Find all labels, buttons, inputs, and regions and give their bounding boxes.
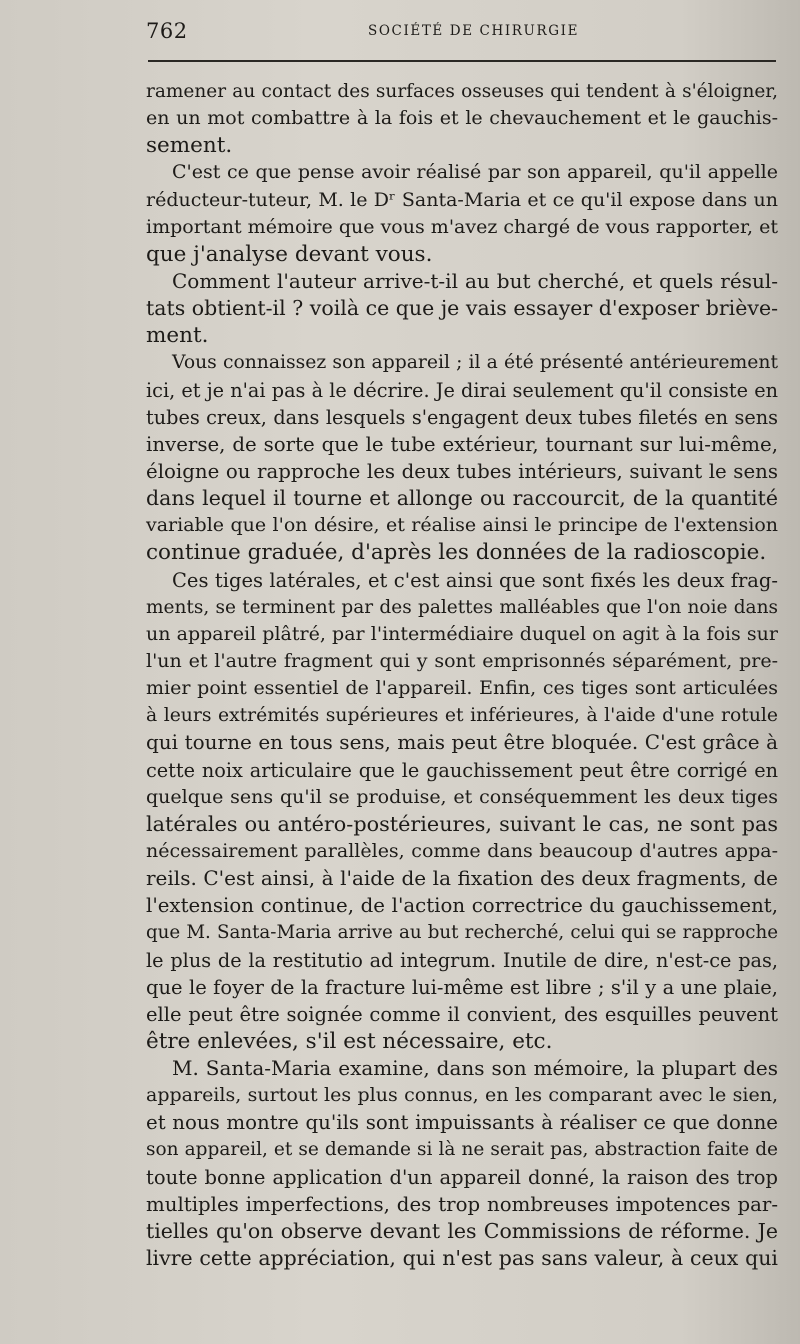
text-line: appareils, surtout les plus connus, en les comparant avec le sien, — [146, 1084, 778, 1107]
text-line: ments, se terminent par des palettes malléables que l'on noie dans — [146, 596, 778, 618]
text-line: important mémoire que vous m'avez chargé de vous rapporter, et — [146, 215, 778, 238]
text-line: dans lequel il tourne et allonge ou raccourcit, de la quantité — [146, 486, 778, 511]
text-line: que le foyer de la fracture lui-même est libre ; s'il y a une plaie, — [146, 975, 778, 999]
text-line: tubes creux, dans lesquels s'engagent deux tubes filetés en sens — [146, 405, 778, 429]
text-line: nécessairement parallèles, comme dans beaucoup d'autres appa- — [146, 839, 778, 862]
text-line: être enlevées, s'il est nécessaire, etc. — [146, 1028, 553, 1054]
text-line: éloigne ou rapproche les deux tubes intérieurs, suivant le sens — [146, 459, 778, 483]
text-line: le plus de la restitutio ad integrum. Inutile de dire, n'est-ce pas, — [146, 948, 778, 972]
header-rule — [148, 60, 776, 62]
text-line: l'extension continue, de l'action correctrice du gauchissement, — [146, 894, 778, 918]
text-line: toute bonne application d'un appareil donné, la raison des trop — [146, 1165, 778, 1189]
text-line: en un mot combattre à la fois et le chevauchement et le gauchis- — [146, 107, 778, 130]
text-line: qui tourne en tous sens, mais peut être bloquée. C'est grâce à — [146, 730, 778, 755]
text-line: quelque sens qu'il se produise, et conséquemment les deux tiges — [146, 785, 778, 808]
text-line: mier point essentiel de l'appareil. Enfin, ces tiges sont articulées — [146, 677, 778, 700]
text-line: ramener au contact des surfaces osseuses qui tendent à s'éloigner, — [146, 81, 778, 102]
text-line: ment. — [146, 323, 209, 349]
text-line: M. Santa-Maria examine, dans son mémoire, la plupart des — [172, 1056, 778, 1081]
running-title: SOCIÉTÉ DE CHIRURGIE — [368, 23, 580, 39]
text-line: l'un et l'autre fragment qui y sont emprisonnés séparément, pre- — [146, 649, 778, 672]
text-line: inverse, de sorte que le tube extérieur, tournant sur lui-même, — [146, 432, 778, 456]
text-line: C'est ce que pense avoir réalisé par son appareil, qu'il appelle — [172, 161, 778, 184]
text-line: continue graduée, d'après les données de la radioscopie. — [146, 540, 767, 566]
text-line: multiples imperfections, des trop nombreuses impotences par- — [146, 1192, 778, 1216]
text-line: elle peut être soignée comme il convient, des esquilles peuvent — [146, 1002, 778, 1026]
text-line: latérales ou antéro-postérieures, suivant le cas, ne sont pas — [146, 811, 778, 836]
text-line: réducteur-tuteur, M. le Dʳ Santa-Maria et ce qu'il expose dans un — [146, 188, 778, 211]
text-line: à leurs extrémités supérieures et inférieures, à l'aide d'une rotule — [146, 705, 778, 727]
text-line: que M. Santa-Maria arrive au but recherché, celui qui se rapproche — [146, 922, 778, 944]
body-text — [146, 78, 778, 1272]
text-line: reils. C'est ainsi, à l'aide de la fixation des deux fragments, de — [146, 866, 778, 891]
text-line: son appareil, et se demande si là ne serait pas, abstraction faite de — [146, 1139, 778, 1161]
text-line: variable que l'on désire, et réalise ainsi le principe de l'extension — [146, 514, 778, 537]
page-number: 762 — [146, 19, 188, 43]
text-line: sement. — [146, 133, 233, 159]
text-line: tielles qu'on observe devant les Commissions de réforme. Je — [146, 1218, 778, 1243]
text-line: ici, et je n'ai pas à le décrire. Je dirai seulement qu'il consiste en — [146, 378, 778, 402]
text-line: Ces tiges latérales, et c'est ainsi que sont fixés les deux frag- — [172, 568, 778, 592]
text-line: un appareil plâtré, par l'intermédiaire duquel on agit à la fois sur — [146, 622, 778, 645]
text-line: Vous connaissez son appareil ; il a été présenté antérieurement — [172, 352, 778, 374]
page-header — [146, 16, 778, 46]
text-line: livre cette appréciation, qui n'est pas sans valeur, à ceux qui — [146, 1246, 778, 1271]
text-line: Comment l'auteur arrive-t-il au but cherché, et quels résul- — [172, 268, 778, 293]
text-line: que j'analyse devant vous. — [146, 241, 433, 267]
text-line: cette noix articulaire que le gauchissement peut être corrigé en — [146, 758, 778, 782]
text-line: tats obtient-il ? voilà ce que je vais essayer d'exposer briève- — [146, 296, 778, 321]
text-line: et nous montre qu'ils sont impuissants à réaliser ce que donne — [146, 1111, 778, 1135]
